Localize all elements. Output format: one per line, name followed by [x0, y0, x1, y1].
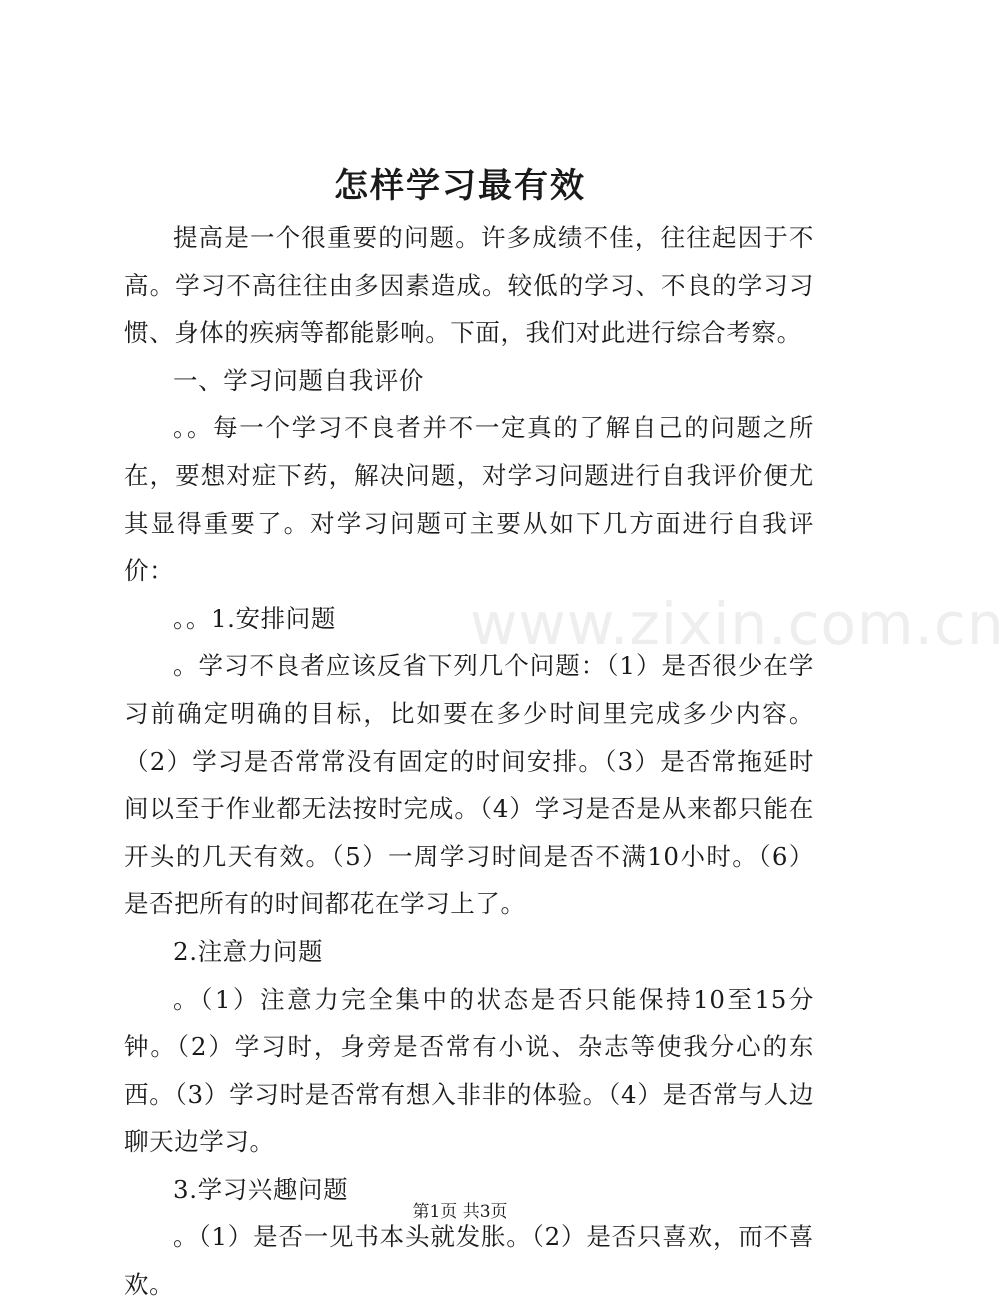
page-footer: 第1页 共3页 [412, 1202, 508, 1222]
subheading-attention: 2.注意力问题 [173, 936, 324, 966]
paragraph-self-evaluation: 。。每一个学习不良者并不一定真的了解自己的问题之所在，要想对症下药，解决问题，对学习问题进行自我评价便尤其显得重要了。对学习问题可主要从如下几方面进行自我评价： [124, 413, 814, 586]
watermark: www.zixin.com.cn [470, 590, 1005, 658]
paragraph-arrangement: 。学习不良者应该反省下列几个问题：（1）是否很少在学习前确定明确的目标，比如要在多少时间里完成多少内容。（2）学习是否常常没有固定的时间安排。（3）是否常拖延时间以至于作业都无法按时完成。（4）学习是否是从来都只能在开头的几天有效。（5）一周学习时间是否不满10小时。（6）是否把所有的时间都花在学习上了。 [124, 651, 814, 919]
paragraph-intro: 提高是一个很重要的问题。许多成绩不佳，往往起因于不高。学习不高往往由多因素造成。较低的学习、不良的学习习惯、身体的疾病等都能影响。下面，我们对此进行综合考察。 [124, 223, 814, 348]
subheading-interest: 3.学习兴趣问题 [173, 1174, 349, 1204]
paragraph-interest: 。（1）是否一见书本头就发胀。（2）是否只喜欢，而不喜欢。 [124, 1222, 814, 1300]
paragraph-attention: 。（1）注意力完全集中的状态是否只能保持10至15分钟。（2）学习时，身旁是否常有小说、杂志等使我分心的东西。（3）学习时是否常有想入非非的体验。（4）是否常与人边聊天边学习。 [124, 984, 814, 1157]
subheading-arrangement: 。。1.安排问题 [173, 603, 336, 633]
document-title: 怎样学习最有效 [334, 166, 586, 206]
document-body [124, 214, 814, 1309]
section-heading-1: 一、学习问题自我评价 [173, 365, 424, 395]
